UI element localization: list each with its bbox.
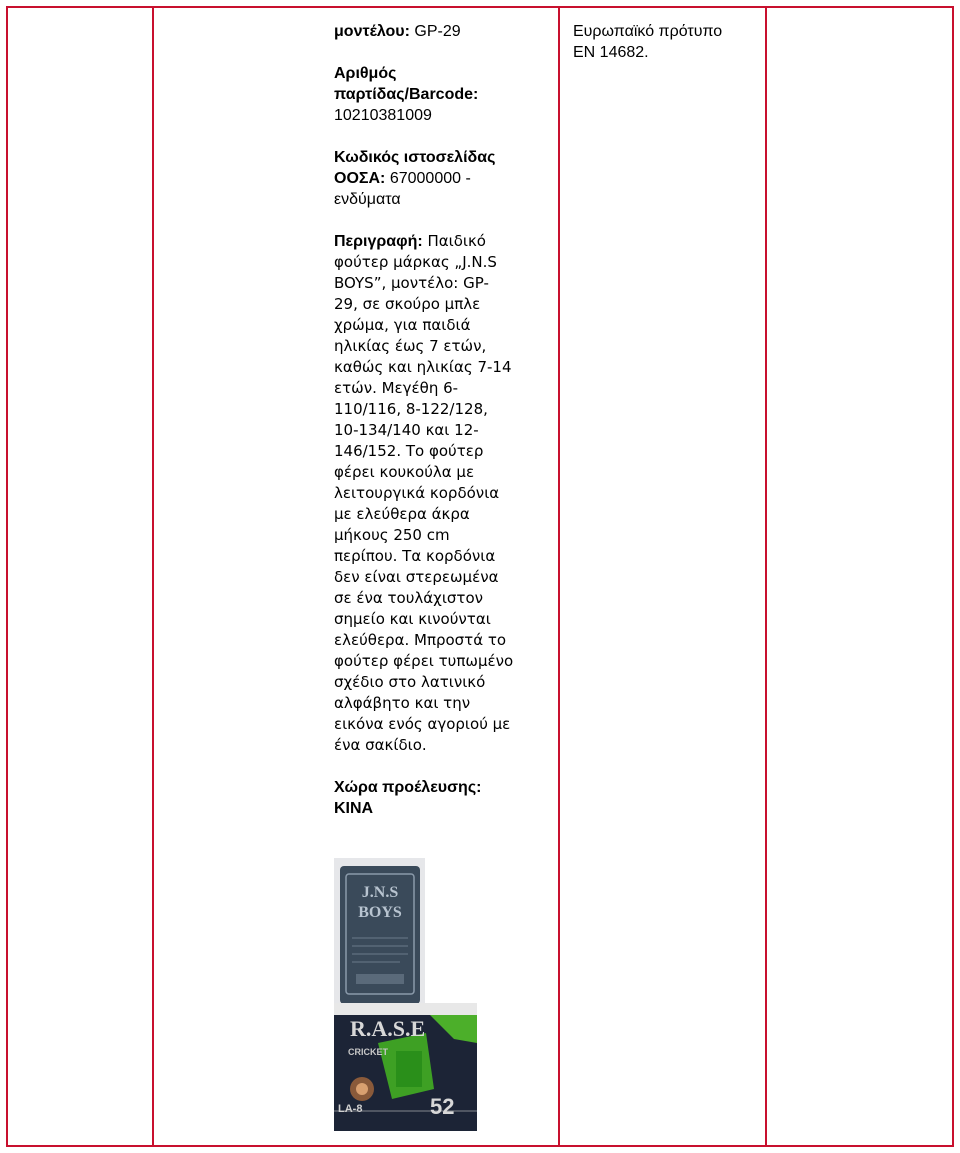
description-line: Παιδικό [427, 232, 486, 250]
description-line: 110/116, 8-122/128, [334, 400, 488, 418]
table-border-right [952, 6, 954, 1147]
description-line: ηλικίας έως 7 ετών, [334, 337, 487, 355]
description-line: αλφάβητο και την [334, 694, 471, 712]
description-line: περίπου. Τα κορδόνια [334, 547, 496, 565]
tag-graphic [334, 858, 425, 1003]
description-line: φούτερ μάρκας „J.N.S [334, 253, 497, 271]
description-line: ετών. Μεγέθη 6- [334, 379, 459, 397]
description-line: μήκους 250 cm [334, 526, 450, 544]
print-text-1: R.A.S.E [350, 1016, 426, 1041]
print-text-3: LA-8 [338, 1103, 363, 1115]
description-line: φέρει κουκούλα με [334, 463, 475, 481]
oecd-label-1: Κωδικός ιστοσελίδας [334, 149, 496, 166]
print-text-2: CRICKET [348, 1047, 388, 1057]
column-divider-3 [765, 6, 767, 1147]
description-line: με ελεύθερα άκρα [334, 505, 470, 523]
description-line: σε ένα τουλάχιστον [334, 589, 484, 607]
description-line: σχέδιο στο λατινικό [334, 673, 486, 691]
standard-cell [573, 21, 763, 63]
product-info-cell [334, 21, 554, 840]
origin-value: ΚΙΝΑ [334, 800, 374, 817]
description-line: 29, σε σκούρο μπλε [334, 295, 481, 313]
description-line: ελεύθερα. Μπροστά το [334, 631, 507, 649]
oecd-label-2: ΟΟΣΑ: [334, 170, 386, 187]
print-text-4: 52 [430, 1094, 455, 1119]
column-divider-1 [152, 6, 154, 1147]
description-label: Περιγραφή: [334, 233, 423, 250]
product-print-photo [334, 1003, 477, 1131]
description-line: φούτερ φέρει τυπωμένο [334, 652, 514, 670]
batch-label-2: παρτίδας/Barcode: [334, 86, 479, 103]
description-line: χρώμα, για παιδιά [334, 316, 471, 334]
table-border-top [6, 6, 954, 8]
description-line: εικόνα ενός αγοριού με [334, 715, 511, 733]
oecd-value-2: ενδύματα [334, 191, 401, 208]
oecd-row [334, 147, 554, 210]
description-line: 10-134/140 και 12- [334, 421, 479, 439]
description-line: καθώς και ηλικίας 7-14 [334, 358, 512, 376]
oecd-value-1: 67000000 - [389, 170, 471, 187]
standard-line-2: EN 14682. [573, 44, 649, 61]
description-row [334, 231, 554, 756]
table-border-bottom [6, 1145, 954, 1147]
description-line: σημείο και κινούνται [334, 610, 491, 628]
standard-line-1: Ευρωπαϊκό πρότυπο [573, 23, 723, 40]
description-line: BOYS”, μοντέλο: GP- [334, 274, 489, 292]
description-line: 146/152. Το φούτερ [334, 442, 484, 460]
batch-row [334, 63, 554, 126]
model-row [334, 21, 554, 42]
tag-brand-text-2: BOYS [358, 904, 402, 921]
batch-label-1: Αριθμός [334, 65, 397, 82]
origin-label: Χώρα προέλευσης: [334, 779, 482, 796]
model-value: GP-29 [414, 23, 461, 40]
origin-row [334, 777, 554, 819]
product-tag-photo [334, 858, 425, 1003]
description-line: λειτουργικά κορδόνια [334, 484, 500, 502]
table-border-left [6, 6, 8, 1147]
description-line: ένα σακίδιο. [334, 736, 427, 754]
batch-value: 10210381009 [334, 107, 432, 124]
description-line: δεν είναι στερεωμένα [334, 568, 499, 586]
model-label: μοντέλου: [334, 23, 410, 40]
tag-brand-text-1: J.N.S [361, 884, 399, 901]
column-divider-2 [558, 6, 560, 1147]
